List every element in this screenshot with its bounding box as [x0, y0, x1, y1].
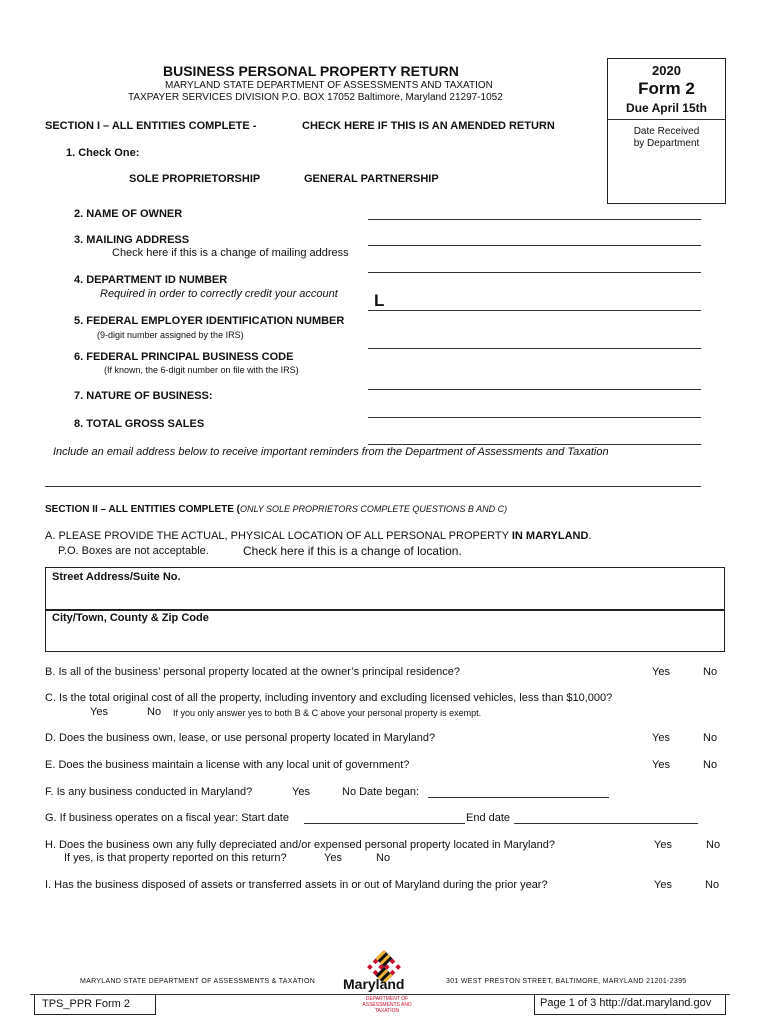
division-address: TAXPAYER SERVICES DIVISION P.O. BOX 17052 Baltimore, Maryland 21297-1052 [128, 92, 503, 103]
q6-note: (If known, the 6-digit number on file with the IRS) [104, 365, 299, 375]
street-address-box[interactable] [45, 567, 725, 611]
city-label: City/Town, County & Zip Code [52, 612, 209, 624]
q4-note: Required in order to correctly credit your account [100, 288, 338, 300]
qc-label: C. Is the total original cost of all the property, including inventory and excluding licensed vehicles, less than $10,000? [45, 692, 613, 704]
section2-title [45, 504, 507, 515]
q1-label: 1. Check One: [66, 147, 140, 159]
footer-address: 301 WEST PRESTON STREET, BALTIMORE, MARYLAND 21201-2395 [446, 978, 687, 985]
qh-no[interactable]: No [706, 839, 721, 851]
mailing-change-checkbox-label[interactable]: Check here if this is a change of mailing address [112, 247, 349, 259]
divider [608, 119, 725, 120]
qa-end: . [588, 530, 592, 542]
page-box [534, 994, 726, 1015]
owner-name-field[interactable] [368, 219, 701, 220]
tax-year: 2020 [652, 63, 681, 78]
qh-yes[interactable]: Yes [654, 839, 672, 851]
section2-title-bold: SECTION II – ALL ENTITIES COMPLETE ( [45, 504, 241, 515]
qb-label: B. Is all of the business’ personal property located at the owner’s principal residence? [45, 666, 460, 678]
qh2-no[interactable]: No [376, 852, 391, 864]
nature-of-business-field[interactable] [368, 417, 701, 418]
qb-no[interactable]: No [703, 666, 718, 678]
qa-label [45, 530, 592, 542]
form-number: Form 2 [638, 79, 695, 98]
page-number: Page 1 of 3 http://dat.maryland.gov [540, 997, 712, 1009]
street-label: Street Address/Suite No. [52, 571, 181, 583]
q5-note: (9-digit number assigned by the IRS) [97, 330, 244, 340]
q2-label: 2. NAME OF OWNER [74, 208, 183, 220]
qd-no[interactable]: No [703, 732, 718, 744]
department-id-field[interactable] [368, 310, 701, 311]
by-department-label: by Department [633, 138, 700, 149]
qf-yes[interactable]: Yes [292, 786, 310, 798]
q4-label: 4. DEPARTMENT ID NUMBER [74, 274, 228, 286]
qe-no[interactable]: No [703, 759, 718, 771]
maryland-logo [340, 945, 430, 995]
q8-label: 8. TOTAL GROSS SALES [74, 418, 205, 430]
qf-label: F. Is any business conducted in Maryland? [45, 786, 253, 798]
footer-dept: MARYLAND STATE DEPARTMENT OF ASSESSMENTS & TAXATION [80, 978, 316, 985]
qe-yes[interactable]: Yes [652, 759, 670, 771]
business-code-field[interactable] [368, 389, 701, 390]
form-id: TPS_PPR Form 2 [42, 998, 131, 1010]
qg-label: G. If business operates on a fiscal year: Start date [45, 812, 289, 824]
start-date-field[interactable] [304, 823, 465, 824]
date-began-field[interactable] [428, 797, 609, 798]
end-date-field[interactable] [514, 823, 698, 824]
email-field[interactable] [45, 486, 701, 487]
section1-title: SECTION I – ALL ENTITIES COMPLETE - [45, 120, 257, 132]
qc-no[interactable]: No [147, 706, 162, 718]
email-note: Include an email address below to receive important reminders from the Department of Assessments and Taxation [53, 446, 609, 458]
qc-yes[interactable]: Yes [90, 706, 108, 718]
date-received-label: Date Received [633, 126, 700, 137]
section2-title-note: ONLY SOLE PROPRIETORS COMPLETE QUESTIONS B AND C) [240, 504, 508, 514]
qd-label: D. Does the business own, lease, or use personal property located in Maryland? [45, 732, 436, 744]
q3-label: 3. MAILING ADDRESS [74, 234, 190, 246]
general-partnership-option[interactable]: GENERAL PARTNERSHIP [304, 173, 439, 185]
q5-label: 5. FEDERAL EMPLOYER IDENTIFICATION NUMBER [74, 315, 345, 327]
qf-no[interactable]: No Date began: [342, 786, 420, 798]
mailing-address-field-1[interactable] [368, 245, 701, 246]
qi-label: I. Has the business disposed of assets or transferred assets in or out of Maryland during the prior year? [45, 879, 548, 891]
qh2-label: If yes, is that property reported on this return? [64, 852, 287, 864]
sole-proprietorship-option[interactable]: SOLE PROPRIETORSHIP [129, 173, 261, 185]
qi-no[interactable]: No [705, 879, 720, 891]
year-box [607, 58, 726, 204]
gross-sales-field[interactable] [368, 444, 701, 445]
location-change-checkbox-label[interactable]: Check here if this is a change of location. [243, 544, 462, 558]
fein-field[interactable] [368, 348, 701, 349]
q7-label: 7. NATURE OF BUSINESS: [74, 390, 213, 402]
qh2-yes[interactable]: Yes [324, 852, 342, 864]
qa-bold: IN MARYLAND [511, 530, 589, 542]
qh-label: H. Does the business own any fully depreciated and/or expensed personal property located in Maryland? [45, 839, 555, 851]
logo-wordmark: Maryland [343, 976, 405, 992]
form-title: BUSINESS PERSONAL PROPERTY RETURN [163, 63, 459, 79]
amended-checkbox-label[interactable]: CHECK HERE IF THIS IS AN AMENDED RETURN [302, 120, 555, 132]
qd-yes[interactable]: Yes [652, 732, 670, 744]
po-note: P.O. Boxes are not acceptable. [58, 545, 209, 557]
qc-note: If you only answer yes to both B & C above your personal property is exempt. [173, 708, 482, 718]
q6-label: 6. FEDERAL PRINCIPAL BUSINESS CODE [74, 351, 294, 363]
qb-yes[interactable]: Yes [652, 666, 670, 678]
form-id-box [34, 994, 156, 1015]
mailing-address-field-2[interactable] [368, 272, 701, 273]
qa-text: A. PLEASE PROVIDE THE ACTUAL, PHYSICAL LOCATION OF ALL PERSONAL PROPERTY [45, 530, 509, 542]
logo-subtitle: DEPARTMENT OF ASSESSMENTS AND TAXATION [362, 996, 412, 1014]
qi-yes[interactable]: Yes [654, 879, 672, 891]
qg-end-label: End date [466, 812, 511, 824]
qe-label: E. Does the business maintain a license with any local unit of government? [45, 759, 410, 771]
due-date: Due April 15th [626, 101, 707, 115]
city-box[interactable] [45, 609, 725, 652]
id-prefix: L [374, 291, 385, 310]
agency-name: MARYLAND STATE DEPARTMENT OF ASSESSMENTS AND TAXATION [165, 80, 493, 91]
